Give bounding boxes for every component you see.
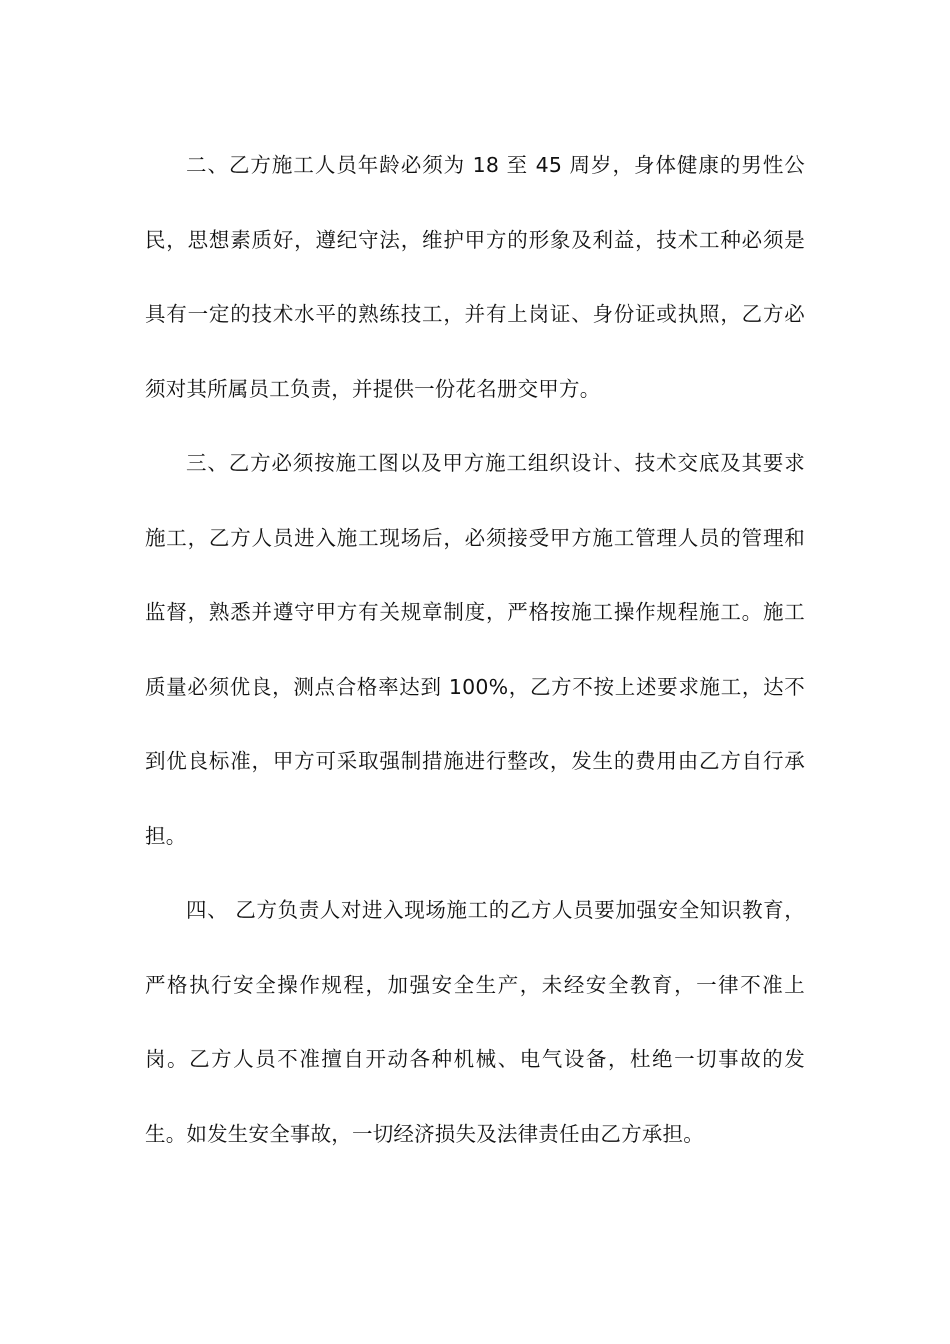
paragraph-3-construction-requirements: 三、乙方必须按施工图以及甲方施工组织设计、技术交底及其要求施工，乙方人员进入施工现场后，必须接受甲方施工管理人员的管理和监督，熟悉并遵守甲方有关规章制度，严格按施工操作规程施工。施工质量必须优良，测点合格率达到 100%，乙方不按上述要求施工，达不到优良标准，甲方可采取强制措施进行整改，发生的费用由乙方自行承担。 [145, 451, 805, 848]
document-body [145, 128, 805, 1171]
paragraph-4-safety-responsibility: 四、 乙方负责人对进入现场施工的乙方人员要加强安全知识教育，严格执行安全操作规程，加强安全生产，未经安全教育，一律不准上岗。乙方人员不准擅自开动各种机械、电气设备，杜绝一切事故的发生。如发生安全事故，一切经济损失及法律责任由乙方承担。 [145, 898, 805, 1146]
paragraph-2-personnel-requirements: 二、乙方施工人员年龄必须为 18 至 45 周岁，身体健康的男性公民，思想素质好，遵纪守法，维护甲方的形象及利益，技术工种必须是具有一定的技术水平的熟练技工，并有上岗证、身份证或执照，乙方必须对其所属员工负责，并提供一份花名册交甲方。 [145, 153, 805, 401]
